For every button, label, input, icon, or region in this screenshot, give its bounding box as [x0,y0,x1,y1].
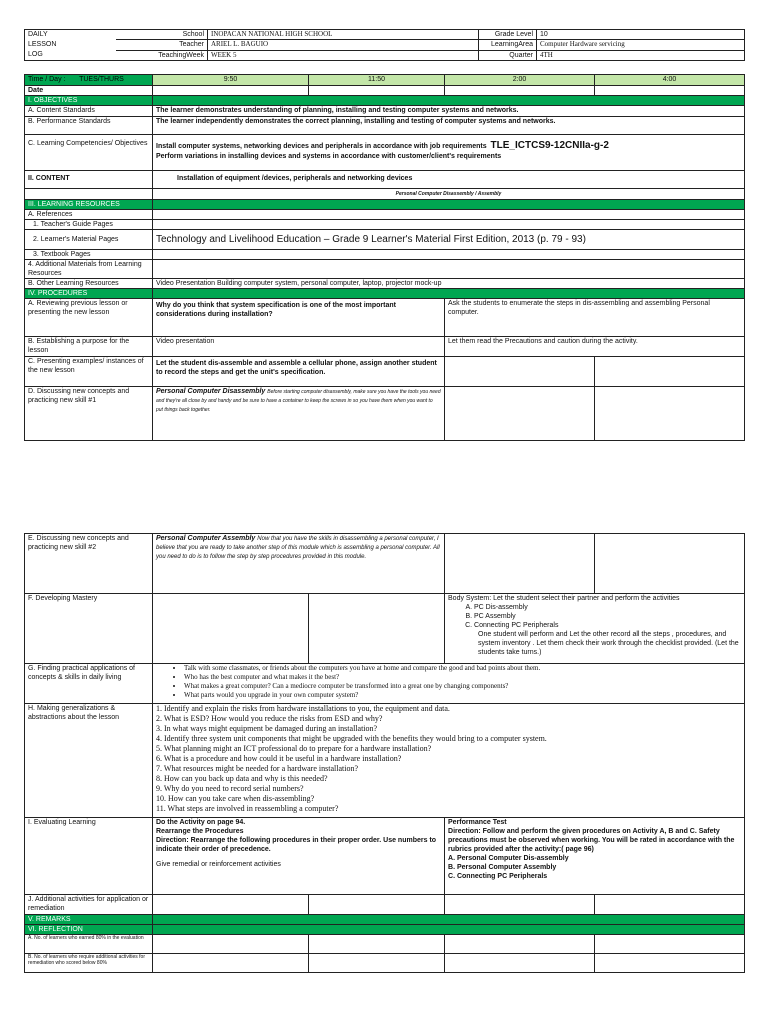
content-heading: II. CONTENT [25,171,153,189]
g-question-list [156,664,741,700]
area-value: Computer Hardware servicing [537,40,745,50]
date-label: Date [25,86,153,96]
school-label: School [116,30,208,40]
list-item: 5. What planning might an ICT professional do to prepare for a hardware installation? [156,744,432,753]
list-item: 6. What is a procedure and how could it be useful in a hardware installation? [156,754,402,763]
week-label: TeachingWeek [116,50,208,60]
resources-heading: III. LEARNING RESOURCES [25,200,153,210]
grade-value: 10 [537,30,745,40]
competency-code: TLE_ICTCS9-12CNIIa-g-2 [490,140,609,151]
procedure-j-label: J. Additional activities for application or remediation [25,895,153,915]
textbook-label: 3. Textbook Pages [25,250,153,260]
lesson-table-page2 [24,533,745,973]
learners-material-label: 2. Learner's Material Pages [25,230,153,250]
list-item: 10. How can you take care when dis-assembling? [156,794,315,803]
procedure-c-text: Let the student dis-assemble and assemble a cellular phone, assign another student to record the steps and get the unit's specification. [153,357,445,387]
quarter-label: Quarter [479,50,537,60]
procedure-g-text [153,664,745,704]
procedure-e-label: E. Discussing new concepts and practicing new skill #2 [25,534,153,594]
list-item: 4. Identify three system unit components that might be upgraded with the benefits they would bring to a computer system. [156,734,547,743]
other-resources-label: B. Other Learning Resources [25,279,153,289]
objectives-heading: I. OBJECTIVES [25,96,153,106]
quarter-value: 4TH [537,50,745,60]
list-item: 11. What steps are involved in reassembling a computer? [156,804,339,813]
procedure-b-label: B. Establishing a purpose for the lesson [25,337,153,357]
grade-label: Grade Level [479,30,537,40]
time-day-cell: Time / Day : TUES/THURS [25,75,153,86]
time-slot: 2:00 [445,75,595,86]
procedure-i-text2: Performance Test Direction: Follow and perform the given procedures on Activity A, B and C. Safety precautions must be observed when working. You will be rated in accordance with the rubrics provided after the activity:( page 96) A. Personal Computer Dis-assembly B. Personal Computer Assembly C. Connecting PC Peripherals [445,818,745,895]
procedure-h-text [153,704,745,818]
list-item: A. PC Dis-assembly [474,603,741,612]
learners-material: Technology and Livelihood Education – Grade 9 Learner's Material First Edition, 2013 (p. 79 - 93) [153,230,745,250]
list-item: 9. Why do you need to record serial numbers? [156,784,304,793]
teacher-label: Teacher [116,40,208,50]
content-standards-label: A. Content Standards [25,106,153,117]
list-item: 1. Identify and explain the risks from hardware installations to you, the equipment and data. [156,704,450,713]
procedure-b-text: Video presentation [153,337,445,357]
area-label: LearningArea [479,40,537,50]
competencies: Install computer systems, networking devices and peripherals in accordance with job requirements TLE_ICTCS9-12CNIIa-g-2 Perform variations in installing devices and systems in accordance with customer/client's requirements [153,135,745,171]
additional-materials-label: 4. Additional Materials from Learning Resources [25,260,153,279]
reflection-b-label: B. No. of learners who require additional activities for remediation who scored below 80% [25,954,153,973]
procedure-i-text: Do the Activity on page 94. Rearrange the Procedures Direction: Rearrange the following procedures in their proper order. Use numbers to indicate their order of precedence. Give remedial or reinforcement activities [153,818,445,895]
procedure-b-text2: Let them read the Precautions and caution during the activity. [445,337,745,357]
reflection-a-label: A. No. of learners who earned 80% in the evaluation [25,935,153,954]
teacher-value: ARIEL L. BAGUIO [208,40,479,50]
procedure-h-label: H. Making generalizations & abstractions about the lesson [25,704,153,818]
procedure-d-label: D. Discussing new concepts and practicing new skill #1 [25,387,153,441]
reflection-heading: VI. REFLECTION [25,925,153,935]
f-activity-list [448,603,741,630]
performance-standards: The learner independently demonstrates the correct planning, installing and testing of computer systems and networks. [153,117,745,135]
lesson-table-page1 [24,74,745,441]
procedures-heading: IV. PROCEDURES [25,289,153,299]
list-item: 2. What is ESD? How would you reduce the risks from ESD and why? [156,714,383,723]
list-item: • What makes a great computer? Can a mediocre computer be transformed into a great one by changing components? [184,682,741,691]
list-item: • Talk with some classmates, or friends about the computers you have at home and compare the good and bad points about them. [184,664,741,673]
dll-title: DAILY LESSON LOG [25,30,116,61]
list-item: • What parts would you upgrade in your own computer system? [184,691,741,700]
header-table [24,29,745,61]
competencies-label: C. Learning Competencies/ Objectives [25,135,153,171]
content-text: Installation of equipment /devices, peripherals and networking devices [153,171,745,189]
performance-standards-label: B. Performance Standards [25,117,153,135]
references-label: A. References [25,210,153,220]
procedure-d-text: Personal Computer Disassembly Before starting computer disassembly, make sure you have the tools you need and they're all close by and handy and be sure to have a container to keep the screws in so you have them when you want to put things back together. [153,387,445,441]
teachers-guide-label: 1. Teacher's Guide Pages [25,220,153,230]
list-item: 7. What resources might be needed for a hardware installation? [156,764,358,773]
time-slot: 9:50 [153,75,309,86]
school-value: INOPACAN NATIONAL HIGH SCHOOL [208,30,479,40]
procedure-a-text: Why do you think that system specification is one of the most important considerations during installation? [153,299,445,337]
procedure-i-label: I. Evaluating Learning [25,818,153,895]
other-resources: Video Presentation Building computer system, personal computer, laptop, projector mock-up [153,279,745,289]
time-slot: 4:00 [595,75,745,86]
content-subtitle: Personal Computer Disassembly / Assembly [153,189,745,200]
procedure-e-text: Personal Computer Assembly Now that you have the skills in disassembling a personal computer, I believe that you are ready to take another step of this module which is assembling a personal computer. All you need to do is to follow the step by step procedures provided in this module. [153,534,445,594]
list-item: C. Connecting PC Peripherals [474,621,741,630]
procedure-f-label: F. Developing Mastery [25,594,153,664]
list-item: 3. In what ways might equipment be damaged during an installation? [156,724,378,733]
list-item: • Who has the best computer and what makes it the best? [184,673,741,682]
list-item: B. PC Assembly [474,612,741,621]
procedure-g-label: G. Finding practical applications of concepts & skills in daily living [25,664,153,704]
list-item: 8. How can you back up data and why is this needed? [156,774,328,783]
time-slot: 11:50 [309,75,445,86]
procedure-a-text2: Ask the students to enumerate the steps in dis-assembling and assembling Personal computer. [445,299,745,337]
procedure-a-label: A. Reviewing previous lesson or presenting the new lesson [25,299,153,337]
remarks-heading: V. REMARKS [25,915,153,925]
content-standards: The learner demonstrates understanding of planning, installing and testing computer systems and networks. [153,106,745,117]
week-value: WEEK 5 [208,50,479,60]
procedure-c-label: C. Presenting examples/ instances of the new lesson [25,357,153,387]
procedure-f-text: Body System: Let the student select their partner and perform the activities A. PC Dis-assembly B. PC Assembly C. Connecting PC Peripherals One student will perform and Let the other record all the steps , procedures, and system inventory . Let them check their work through the checklist provided. (Let the students take turns.) [445,594,745,664]
